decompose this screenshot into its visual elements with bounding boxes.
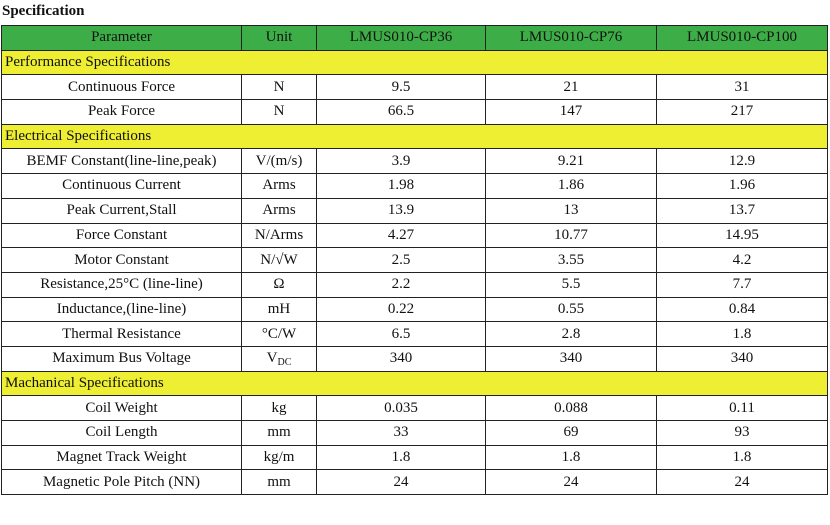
param-cell: Coil Length: [2, 421, 242, 446]
spec-table: [1, 25, 828, 495]
value-cell: 1.8: [317, 445, 486, 470]
value-cell: 0.035: [317, 396, 486, 421]
unit-main: V: [266, 350, 278, 367]
param-cell: Coil Weight: [2, 396, 242, 421]
value-cell: 10.77: [486, 223, 657, 248]
value-cell: 147: [486, 100, 657, 125]
unit-cell: V/(m/s): [242, 149, 317, 174]
unit-cell: mm: [242, 470, 317, 495]
unit-cell: Arms: [242, 198, 317, 223]
value-cell: 0.088: [486, 396, 657, 421]
table-row: [2, 174, 828, 199]
value-cell: 340: [486, 346, 657, 371]
table-row: [2, 297, 828, 322]
value-cell: 1.8: [486, 445, 657, 470]
section-label: Machanical Specifications: [2, 371, 828, 396]
unit-cell: °C/W: [242, 322, 317, 347]
value-cell: 1.96: [657, 174, 828, 199]
value-cell: 3.9: [317, 149, 486, 174]
value-cell: 2.8: [486, 322, 657, 347]
table-row: [2, 248, 828, 273]
param-cell: Peak Force: [2, 100, 242, 125]
table-row: [2, 198, 828, 223]
value-cell: 340: [317, 346, 486, 371]
page-title: Specification: [2, 3, 85, 19]
table-row: [2, 346, 828, 371]
param-cell: Magnetic Pole Pitch (NN): [2, 470, 242, 495]
value-cell: 24: [317, 470, 486, 495]
unit-cell: Ω: [242, 272, 317, 297]
header-unit: Unit: [242, 26, 317, 51]
value-cell: 6.5: [317, 322, 486, 347]
value-cell: 24: [657, 470, 828, 495]
section-label: Electrical Specifications: [2, 124, 828, 149]
param-cell: Inductance,(line-line): [2, 297, 242, 322]
value-cell: 340: [657, 346, 828, 371]
param-cell: BEMF Constant(line-line,peak): [2, 149, 242, 174]
value-cell: 1.8: [657, 322, 828, 347]
value-cell: 1.8: [657, 445, 828, 470]
value-cell: 9.21: [486, 149, 657, 174]
value-cell: 93: [657, 421, 828, 446]
value-cell: 24: [486, 470, 657, 495]
table-row: [2, 445, 828, 470]
value-cell: 13.9: [317, 198, 486, 223]
value-cell: 21: [486, 75, 657, 100]
table-row: [2, 100, 828, 125]
value-cell: 1.98: [317, 174, 486, 199]
value-cell: 4.2: [657, 248, 828, 273]
param-cell: Thermal Resistance: [2, 322, 242, 347]
value-cell: 33: [317, 421, 486, 446]
value-cell: 7.7: [657, 272, 828, 297]
unit-cell: N/√W: [242, 248, 317, 273]
header-model-2: LMUS010-CP76: [486, 26, 657, 51]
unit-cell: kg/m: [242, 445, 317, 470]
section-header: [2, 124, 828, 149]
value-cell: 0.55: [486, 297, 657, 322]
unit-cell: Arms: [242, 174, 317, 199]
param-cell: Motor Constant: [2, 248, 242, 273]
value-cell: 66.5: [317, 100, 486, 125]
value-cell: 31: [657, 75, 828, 100]
table-row: [2, 272, 828, 297]
value-cell: 0.84: [657, 297, 828, 322]
header-model-3: LMUS010-CP100: [657, 26, 828, 51]
param-cell: Continuous Force: [2, 75, 242, 100]
value-cell: 13: [486, 198, 657, 223]
section-header: [2, 50, 828, 75]
section-header: [2, 371, 828, 396]
value-cell: 2.2: [317, 272, 486, 297]
value-cell: 0.11: [657, 396, 828, 421]
value-cell: 13.7: [657, 198, 828, 223]
param-cell: Force Constant: [2, 223, 242, 248]
section-label: Performance Specifications: [2, 50, 828, 75]
table-row: [2, 322, 828, 347]
value-cell: 2.5: [317, 248, 486, 273]
table-row: [2, 396, 828, 421]
value-cell: 5.5: [486, 272, 657, 297]
value-cell: 69: [486, 421, 657, 446]
unit-cell: kg: [242, 396, 317, 421]
param-cell: Resistance,25°C (line-line): [2, 272, 242, 297]
value-cell: 9.5: [317, 75, 486, 100]
unit-cell: N: [242, 75, 317, 100]
value-cell: 1.86: [486, 174, 657, 199]
header-row: [2, 26, 828, 51]
value-cell: 0.22: [317, 297, 486, 322]
header-parameter: Parameter: [2, 26, 242, 51]
table-row: [2, 75, 828, 100]
table-row: [2, 421, 828, 446]
header-model-1: LMUS010-CP36: [317, 26, 486, 51]
param-cell: Magnet Track Weight: [2, 445, 242, 470]
value-cell: 14.95: [657, 223, 828, 248]
param-cell: Maximum Bus Voltage: [2, 346, 242, 371]
unit-cell: mm: [242, 421, 317, 446]
unit-cell: N/Arms: [242, 223, 317, 248]
table-row: [2, 149, 828, 174]
unit-cell: mH: [242, 297, 317, 322]
param-cell: Peak Current,Stall: [2, 198, 242, 223]
value-cell: 4.27: [317, 223, 486, 248]
value-cell: 3.55: [486, 248, 657, 273]
table-row: [2, 470, 828, 495]
unit-cell: [242, 346, 317, 371]
value-cell: 12.9: [657, 149, 828, 174]
unit-cell: N: [242, 100, 317, 125]
unit-subscript: DC: [277, 357, 292, 369]
value-cell: 217: [657, 100, 828, 125]
param-cell: Continuous Current: [2, 174, 242, 199]
table-row: [2, 223, 828, 248]
